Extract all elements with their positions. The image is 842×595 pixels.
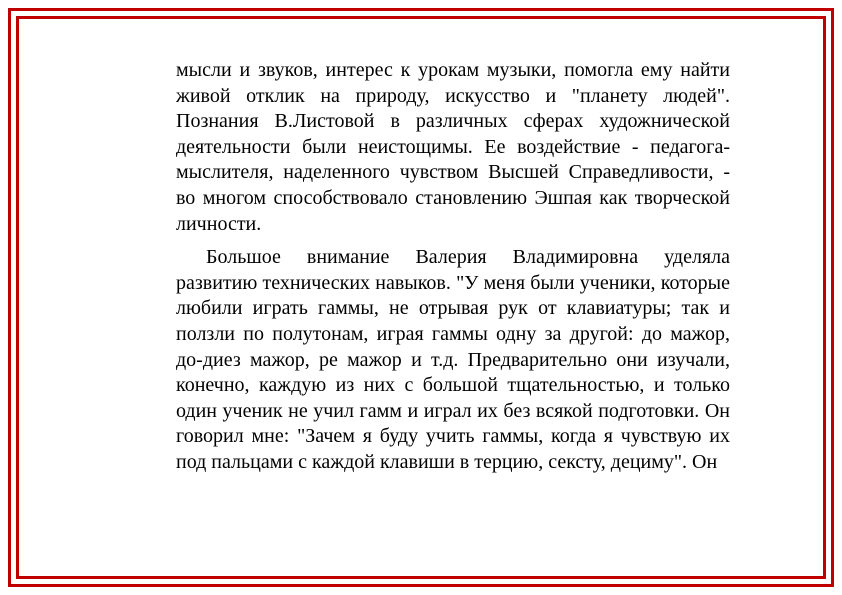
paragraph-2: Большое внимание Валерия Владимировна уделяла развитию технических навыков. "У меня были ученики, которые любили играть гаммы, не отрывая рук от клавиатуры; так и ползли по полутонам, играя гаммы одну за другой: до мажор, до-диез мажор, ре мажор и т.д. Предварительно они изучали, конечно, каждую из них с большой тщательностью, и только один ученик не учил гамм и играл их без всякой подготовки. Он говорил мне: "Зачем я буду учить гаммы, когда я чувствую их под пальцами с каждой клавиши в терцию, сексту, дециму". Он — [176, 246, 730, 473]
paragraph-1: мысли и звуков, интерес к урокам музыки, помогла ему найти живой отклик на природу, искусство и "планету людей". Познания В.Листовой в различных сферах художнической деятельности были неистощимы. Ее воздействие - педагога-мыслителя, наделенного чувством Высшей Справедливости, - во многом способствовало становлению Эшпая как творческой личности. — [176, 59, 730, 235]
document-text — [176, 58, 730, 476]
